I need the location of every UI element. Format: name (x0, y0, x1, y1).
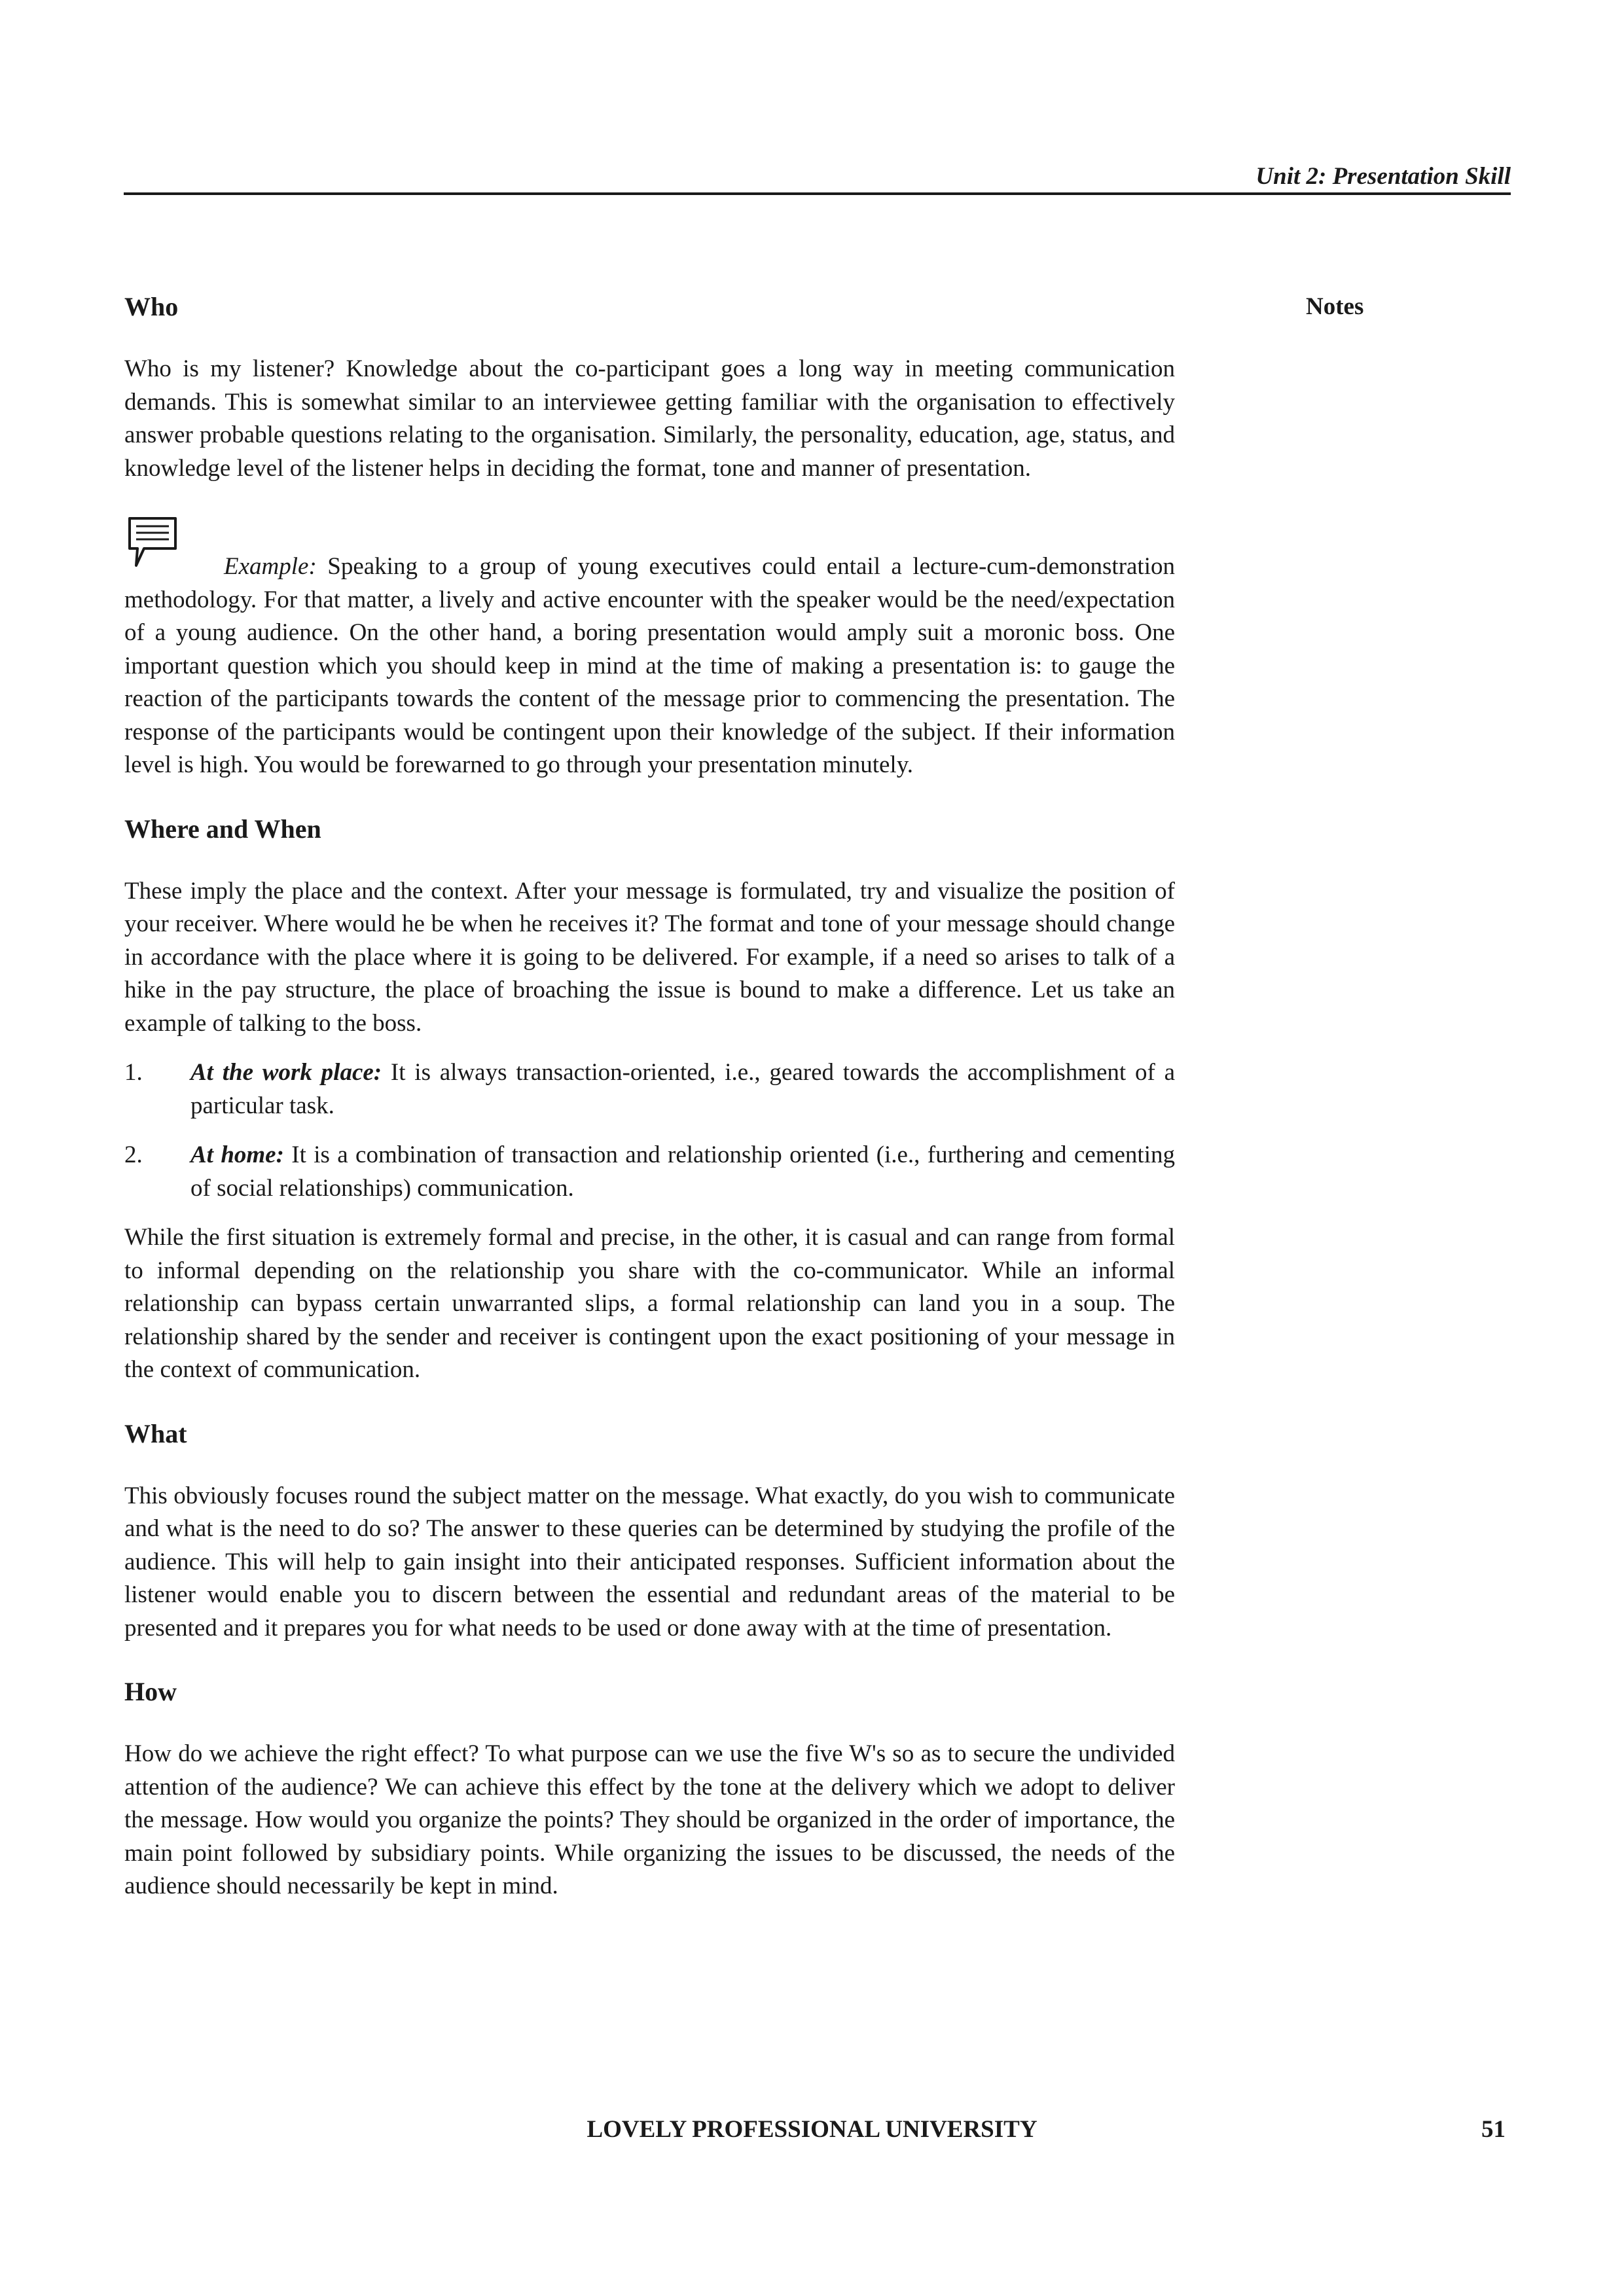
header-rule (124, 192, 1511, 195)
section-heading-how: How (124, 1677, 177, 1706)
list-item-text: It is a combination of transaction and relationship oriented (i.e., furthering and cementing of social relationships) communication. (190, 1141, 1175, 1202)
unit-title: Unit 2: Presentation Skill (1255, 163, 1511, 190)
list-item-number: 1. (124, 1059, 143, 1086)
what-paragraph: This obviously focuses round the subject matter on the message. What exactly, do you wish to communicate and what is the need to do so? The answer to these queries can be determined by studying the profile of the audience. This will help to gain insight into their anticipated responses. Sufficient information about the listener would enable you to discern between the essential and redundant areas of the material to be presented and it prepares you for what needs to be used or done away with at the time of presentation. (124, 1482, 1175, 1641)
section-heading-who: Who (124, 292, 179, 321)
list-item (124, 1056, 1175, 1122)
list-item-text: It is always transaction-oriented, i.e., geared towards the accomplishment of a particular task. (190, 1059, 1176, 1119)
main-content (124, 291, 1175, 1903)
where-when-closing-paragraph: While the first situation is extremely formal and precise, in the other, it is casual and can range from formal to informal depending on the relationship you share with the co-communicator. While an informal relationship can bypass certain unwarranted slips, a formal relationship can land you in a soup. The relationship shared by the sender and receiver is contingent upon the exact positioning of your message in the context of communication. (124, 1224, 1175, 1383)
list-item (124, 1139, 1175, 1205)
margin-notes-label: Notes (1306, 293, 1364, 320)
where-when-paragraph: These imply the place and the context. After your message is formulated, try and visualize the position of your receiver. Where would he be when he receives it? The format and tone of your message should change in accordance with the place where it is going to be delivered. For example, if a need so arises to talk of a hike in the pay structure, the place of broaching the issue is bound to make a difference. Let us take an example of talking to the boss. (124, 877, 1175, 1037)
section-heading-what: What (124, 1418, 187, 1448)
example-block (124, 516, 1175, 782)
example-label: Example: (224, 553, 317, 580)
footer-university: LOVELY PROFESSIONAL UNIVERSITY (586, 2116, 1038, 2143)
note-icon (127, 516, 178, 568)
list-item-lead: At home: (190, 1141, 284, 1168)
how-paragraph: How do we achieve the right effect? To what purpose can we use the five W's so as to secure the undivided attention of the audience? We can achieve this effect by the tone at the delivery which we adopt to deliver the message. How would you organize the points? They should be organized in the order of importance, the main point followed by subsidiary points. While organizing the issues to be discussed, the needs of the audience should necessarily be kept in mind. (124, 1740, 1175, 1899)
list-item-lead: At the work place: (190, 1059, 382, 1086)
example-text: Speaking to a group of young executives could entail a lecture-cum-demonstration methodology. For that matter, a lively and active encounter with the speaker would be the need/expectation of a young audience. On the other hand, a boring presentation would amply suit a moronic boss. One important question which you should keep in mind at the time of making a presentation is: to gauge the reaction of the participants towards the content of the message prior to commencing the presentation. The response of the participants would be contingent upon their knowledge of the subject. If their information level is high. You would be forewarned to go through your presentation minutely. (124, 553, 1175, 778)
section-heading-where-when: Where and When (124, 814, 321, 844)
list-item-number: 2. (124, 1141, 143, 1168)
who-paragraph: Who is my listener? Knowledge about the co-participant goes a long way in meeting communication demands. This is somewhat similar to an interviewee getting familiar with the organisation to effectively answer probable questions relating to the organisation. Similarly, the personality, education, age, status, and knowledge level of the listener helps in deciding the format, tone and manner of presentation. (124, 355, 1175, 482)
example-paragraph (124, 550, 1175, 782)
points-list (124, 1056, 1175, 1205)
page-number: 51 (1481, 2116, 1506, 2143)
